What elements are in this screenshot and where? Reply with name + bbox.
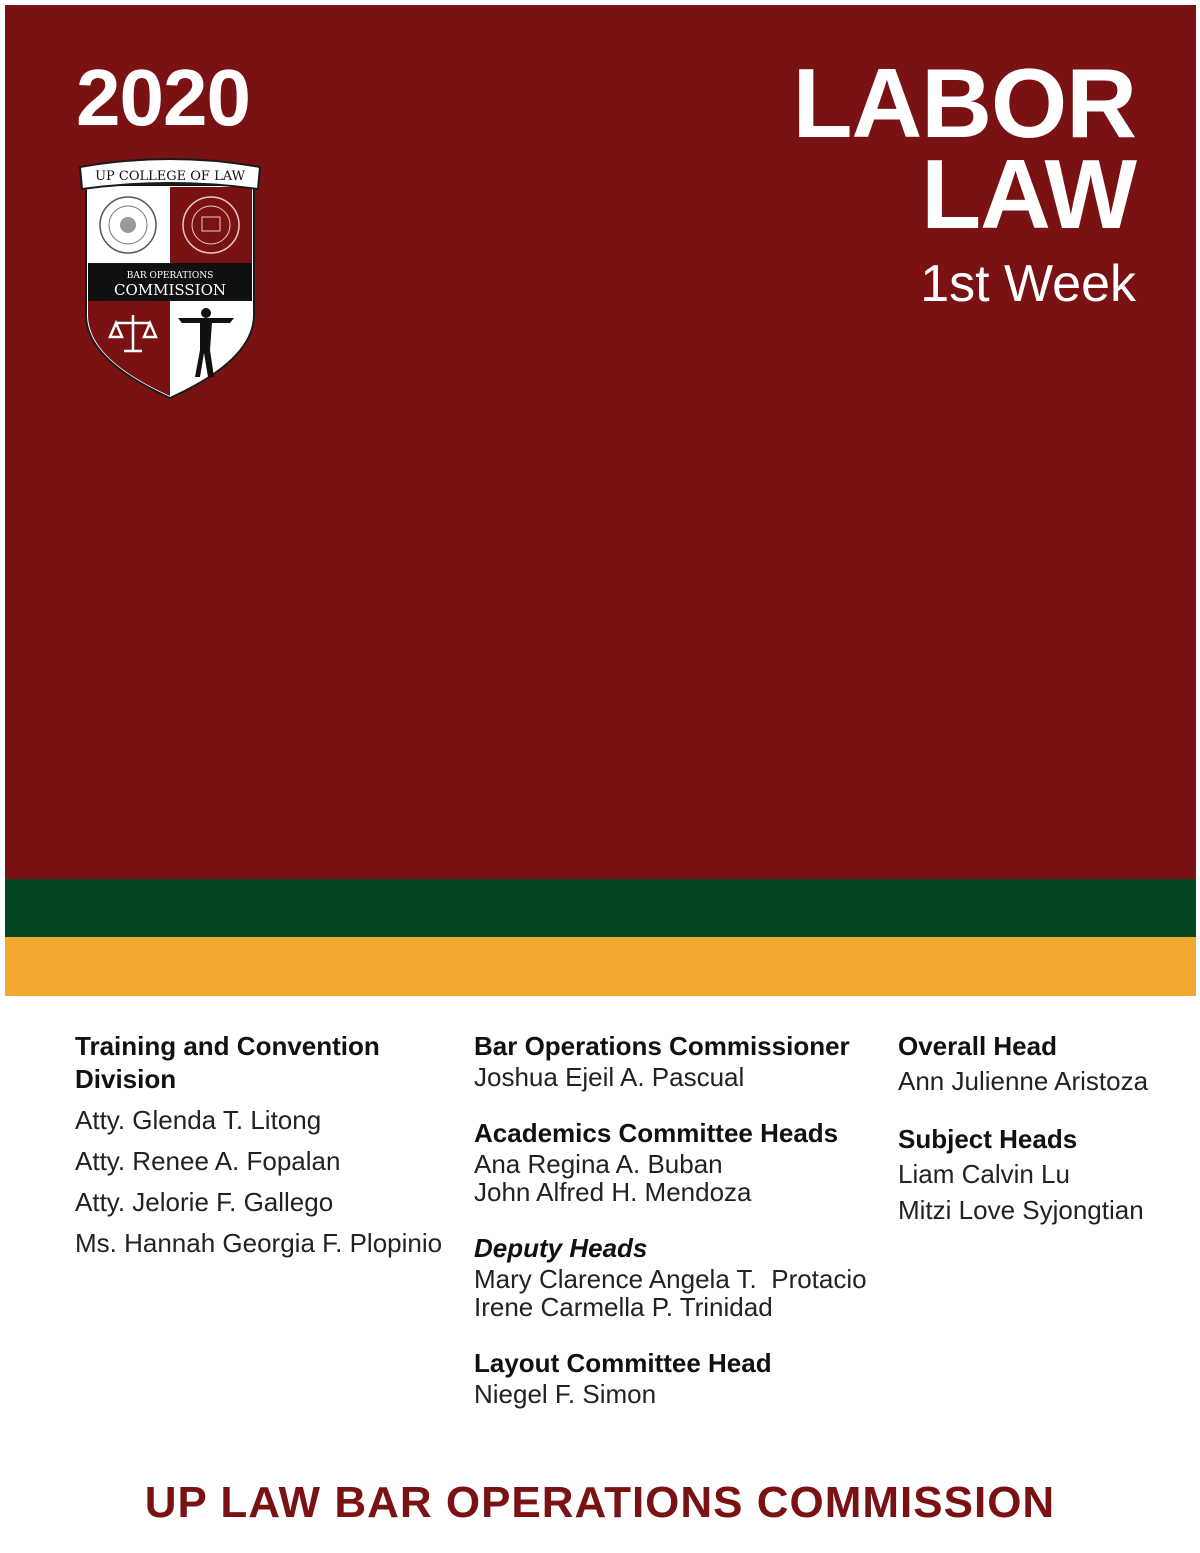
academics-member: John Alfred H. Mendoza [474, 1177, 752, 1207]
subject-title [792, 48, 1136, 250]
overall-group [898, 1030, 1188, 1099]
footer-title: UP LAW BAR OPERATIONS COMMISSION [144, 1478, 1056, 1527]
commissioner-name: Joshua Ejeil A. Pascual [474, 1062, 745, 1092]
deputy-group [474, 1232, 894, 1321]
subject-heads-group [898, 1123, 1188, 1228]
subject-title-line2: LAW [921, 139, 1136, 250]
gold-band [5, 937, 1196, 996]
academics-group [474, 1117, 894, 1206]
overall-heading: Overall Head [898, 1031, 1057, 1061]
commissioner-group [474, 1030, 894, 1091]
week-label: 1st Week [920, 255, 1136, 313]
college-seal-icon [183, 197, 239, 253]
credits-column-right [898, 1030, 1188, 1252]
commissioner-heading: Bar Operations Commissioner [474, 1031, 850, 1061]
logo-band-line2: COMMISSION [113, 281, 227, 299]
credits-column-middle [474, 1030, 894, 1434]
division-member: Atty. Jelorie F. Gallego [75, 1187, 334, 1217]
division-member: Atty. Renee A. Fopalan [75, 1146, 341, 1176]
credits-column-left [75, 1030, 455, 1264]
division-heading: Training and Convention Division [75, 1031, 380, 1094]
logo-band-line1: BAR OPERATIONS [126, 271, 214, 281]
academics-heading: Academics Committee Heads [474, 1118, 839, 1148]
commission-shield-logo [78, 155, 262, 400]
academics-member: Ana Regina A. Buban [474, 1149, 723, 1179]
overall-member: Ann Julienne Aristoza [898, 1066, 1149, 1096]
year-label: 2020 [76, 53, 250, 142]
layout-member: Niegel F. Simon [474, 1379, 657, 1409]
logo-banner-text: UP COLLEGE OF LAW [95, 169, 245, 184]
deputy-heading: Deputy Heads [474, 1233, 648, 1263]
subject-heads-member: Mitzi Love Syjongtian [898, 1195, 1144, 1225]
division-member: Ms. Hannah Georgia F. Plopinio [75, 1228, 443, 1258]
layout-heading: Layout Committee Head [474, 1348, 772, 1378]
subject-heads-member: Liam Calvin Lu [898, 1159, 1070, 1189]
deputy-member: Irene Carmella P. Trinidad [474, 1292, 773, 1322]
layout-group [474, 1347, 894, 1408]
green-band [5, 879, 1196, 937]
subject-heads-heading: Subject Heads [898, 1124, 1078, 1154]
deputy-member: Mary Clarence Angela T. Protacio [474, 1264, 867, 1294]
division-member: Atty. Glenda T. Litong [75, 1105, 322, 1135]
university-seal-icon [100, 197, 156, 253]
subject-title-line1: LABOR [792, 48, 1136, 158]
